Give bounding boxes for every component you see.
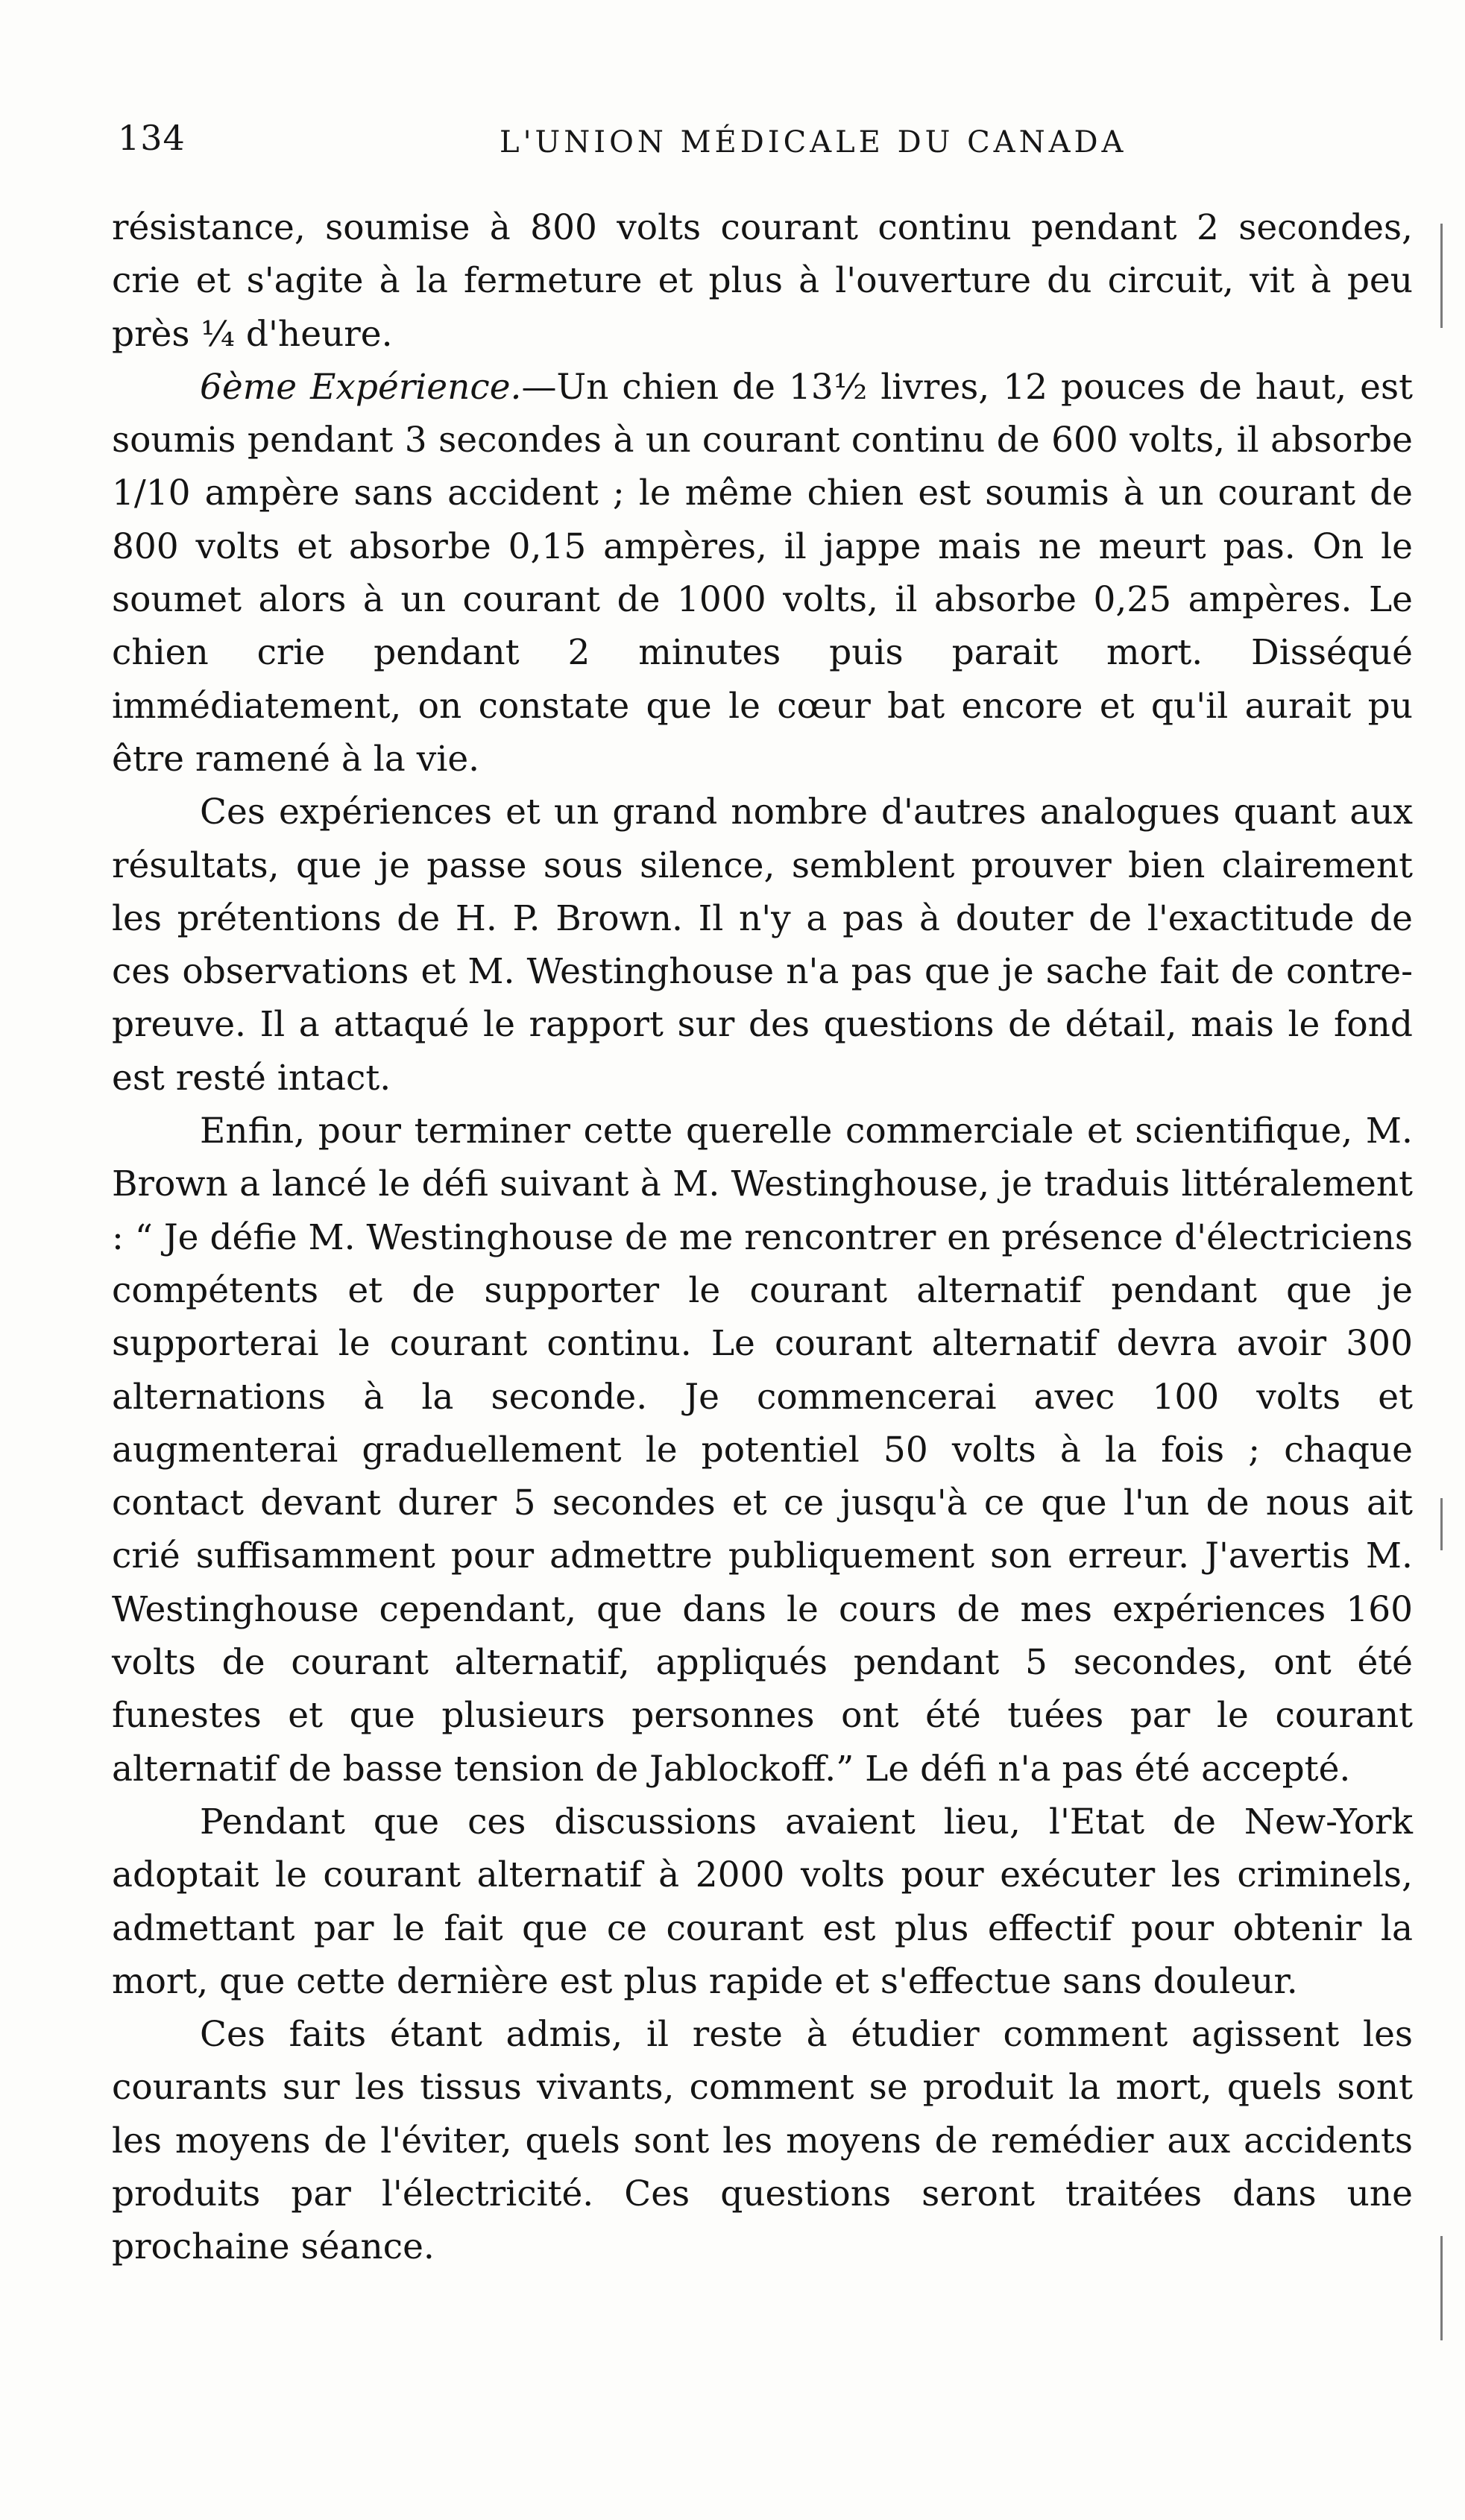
paragraph-next-session: Ces faits étant admis, il reste à étudier comment agissent les courants sur les tissus vivants, comment se produit la mort, quels sont les moyens de l'éviter, quels sont les moyens de remédier aux accidents produits par l'électricité. Ces questions seront traitées dans une prochaine séance.	[112, 2014, 1413, 2268]
experiment-text: —Un chien de 13½ livres, 12 pouces de haut, est soumis pendant 3 secondes à un courant continu de 600 volts, il absorbe 1/10 ampère sans accident ; le même chien est soumis à un courant de 800 volts et absorbe 0,15 ampères, il jappe mais ne meurt pas. On le soumet alors à un courant de 1000 volts, il absorbe 0,25 ampères. Le chien crie pendant 2 minutes puis parait mort. Disséqué immédiatement, on constate que le cœur bat encore et qu'il aurait pu être ramené à la vie.	[112, 366, 1413, 780]
page-number: 134	[118, 118, 186, 158]
page-edge-mark	[1440, 2236, 1443, 2340]
running-title: L'UNION MÉDICALE DU CANADA	[500, 125, 1127, 160]
page-edge-mark	[1440, 1498, 1443, 1550]
paragraph-new-york: Pendant que ces discussions avaient lieu, l'Etat de New-York adoptait le courant alternatif à 2000 volts pour exécuter les criminels, admettant par le fait que ce courant est plus effectif pour obtenir la mort, que cette dernière est plus rapide et s'effectue sans douleur.	[112, 1801, 1413, 2002]
experiment-title: 6ème Expérience.	[200, 366, 522, 408]
paragraph-experiment-6	[112, 361, 1413, 786]
paragraph-challenge: Enfin, pour terminer cette querelle commerciale et scientifique, M. Brown a lancé le défi suivant à M. Westinghouse, je traduis littéralement : “ Je défie M. Westinghouse de me rencontrer en présence d'électriciens compétents et de supporter le courant alternatif pendant que je supporterai le courant continu. Le courant alternatif devra avoir 300 alternations à la seconde. Je commencerai avec 100 volts et augmenterai graduellement le potentiel 50 volts à la fois ; chaque contact devant durer 5 secondes et ce jusqu'à ce que l'un de nous ait crié suffisamment pour admettre publiquement son erreur. J'avertis M. Westinghouse cependant, que dans le cours de mes expériences 160 volts de courant alternatif, appliqués pendant 5 secondes, ont été funestes et que plusieurs personnes ont été tuées par le courant alternatif de basse tension de Jablockoff.” Le défi n'a pas été accepté.	[112, 1111, 1413, 1790]
paragraph-conclusions: Ces expériences et un grand nombre d'autres analogues quant aux résultats, que je passe sous silence, semblent prouver bien clairement les prétentions de H. P. Brown. Il n'y a pas à douter de l'exactitude de ces observations et M. Westinghouse n'a pas que je sache fait de contre-preuve. Il a attaqué le rapport sur des questions de détail, mais le fond est resté intact.	[112, 792, 1413, 1099]
page-edge-mark	[1440, 224, 1443, 328]
paragraph-continuation: résistance, soumise à 800 volts courant continu pendant 2 secondes, crie et s'agite à la fermeture et plus à l'ouverture du circuit, vit à peu près ¼ d'heure.	[112, 207, 1413, 355]
page-header	[112, 118, 1409, 170]
body-text	[112, 201, 1413, 2274]
